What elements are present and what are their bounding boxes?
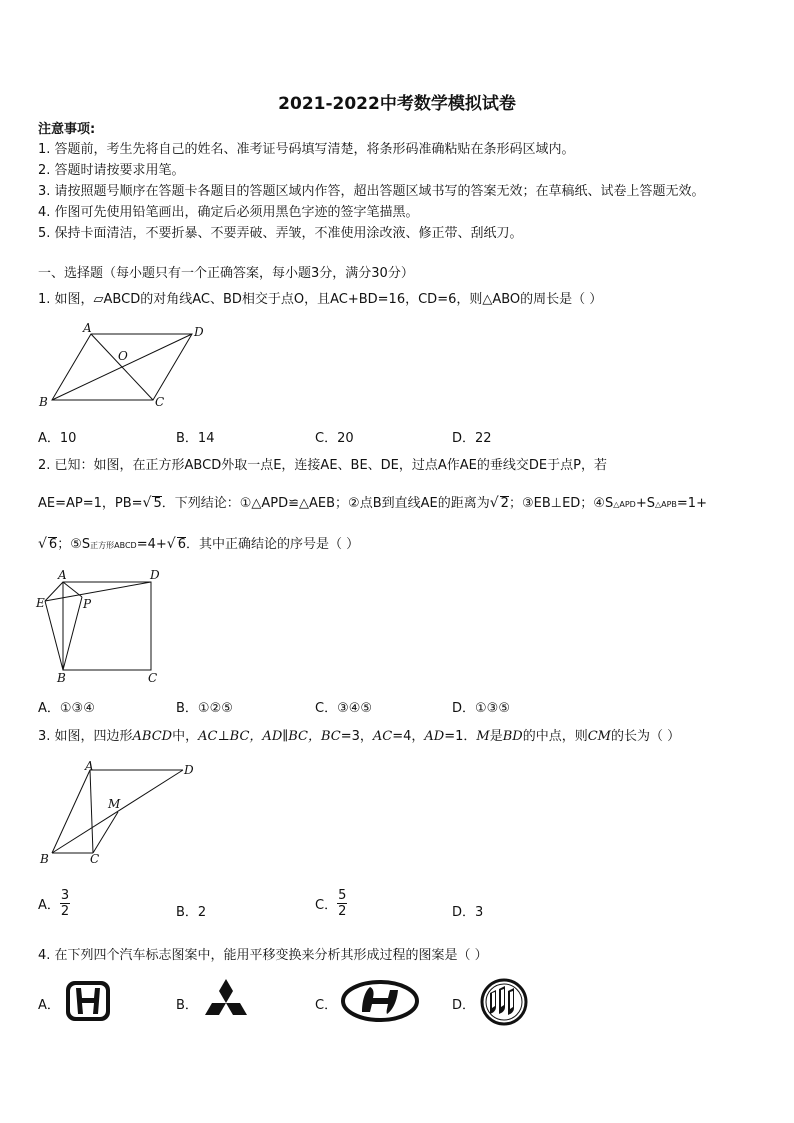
question-4-stem: 4. 在下列四个汽车标志图案中，能用平移变换来分析其形成过程的图案是（ ）	[38, 948, 488, 963]
mitsubishi-logo-icon	[201, 978, 251, 1024]
q3-label-m: M	[108, 797, 121, 811]
question-2-line-2: AE=AP=1，PB=√ 5．下列结论：①△APD≌△AEB；②点B到直线AE的距离为√ 2；③EB⊥ED；④S△APD+S△APB=1+	[38, 495, 707, 511]
notice-item-5: 5. 保持卡面清洁，不要折暴、不要弄破、弄皱，不准使用涂改液、修正带、刮纸刀。	[38, 226, 523, 241]
q3-label-c: C	[90, 852, 100, 866]
q1-option-d: D．22	[452, 431, 492, 446]
hyundai-logo-icon	[340, 979, 420, 1023]
q2-option-d: D．①③⑤	[452, 701, 510, 716]
question-1-stem: 1. 如图，▱ABCD的对角线AC、BD相交于点O，且AC+BD=16，CD=6，则△ABO的周长是（ ）	[38, 292, 603, 307]
q1-label-d: D	[194, 325, 204, 339]
q3-label-a: A	[85, 760, 94, 773]
question-3-figure	[36, 760, 206, 868]
q3-option-d: D．3	[452, 905, 484, 920]
question-1-figure	[36, 322, 216, 412]
q2-option-b: B．①②⑤	[176, 701, 233, 716]
notice-item-1: 1. 答题前，考生先将自己的姓名、准考证号码填写清楚，将条形码准确粘贴在条形码区域内。	[38, 142, 575, 157]
q4-option-c-label: C．	[315, 998, 338, 1013]
q3-label-d: D	[184, 763, 194, 777]
page-title: 2021-2022中考数学模拟试卷	[278, 94, 516, 114]
q1-option-b: B．14	[176, 431, 215, 446]
q3-option-b: B．2	[176, 905, 207, 920]
q1-label-o: O	[118, 349, 128, 363]
notice-item-4: 4. 作图可先使用铅笔画出，确定后必须用黑色字迹的签字笔描黑。	[38, 205, 419, 220]
q4-option-a-label: A．	[38, 998, 60, 1013]
q1-option-a: A．10	[38, 431, 77, 446]
q2-label-a: A	[58, 568, 67, 582]
question-2-figure	[34, 566, 174, 688]
q1-option-c: C．20	[315, 431, 354, 446]
question-3-stem: 3. 如图，四边形ABCD中，AC⊥BC，AD∥BC，BC=3，AC=4，AD=1．M是BD的中点，则CM的长为（ ）	[38, 729, 681, 744]
q2-label-b: B	[57, 671, 66, 685]
q4-option-b-label: B．	[176, 998, 198, 1013]
q1-label-b: B	[39, 395, 48, 409]
q2-label-d: D	[150, 568, 160, 582]
section-heading: 一、选择题（每小题只有一个正确答案，每小题3分，满分30分）	[38, 266, 414, 281]
q3-option-a: A． $\frac{3}{2}$	[38, 888, 70, 919]
q1-label-a: A	[83, 322, 92, 335]
q3-option-c: C． $\frac{5}{2}$	[315, 888, 347, 919]
q2-label-e: E	[36, 596, 45, 610]
q2-option-a: A．①③④	[38, 701, 95, 716]
q2-label-p: P	[83, 597, 92, 611]
q3-label-b: B	[40, 852, 49, 866]
buick-logo-icon	[479, 977, 529, 1027]
question-2-line-3: √ 6；⑤S正方形ABCD=4+√ 6．其中正确结论的序号是（ ）	[38, 536, 360, 552]
honda-logo-icon	[64, 979, 112, 1023]
q4-option-d-label: D．	[452, 998, 476, 1013]
q2-option-c: C．③④⑤	[315, 701, 373, 716]
question-2-line-1: 2. 已知：如图，在正方形ABCD外取一点E，连接AE、BE、DE，过点A作AE的垂线交DE于点P，若	[38, 458, 607, 473]
q1-label-c: C	[155, 395, 165, 409]
notice-item-3: 3. 请按照题号顺序在答题卡各题目的答题区域内作答，超出答题区域书写的答案无效；在草稿纸、试卷上答题无效。	[38, 184, 705, 199]
notice-heading: 注意事项:	[38, 122, 96, 137]
notice-item-2: 2. 答题时请按要求用笔。	[38, 163, 185, 178]
q2-label-c: C	[148, 671, 158, 685]
